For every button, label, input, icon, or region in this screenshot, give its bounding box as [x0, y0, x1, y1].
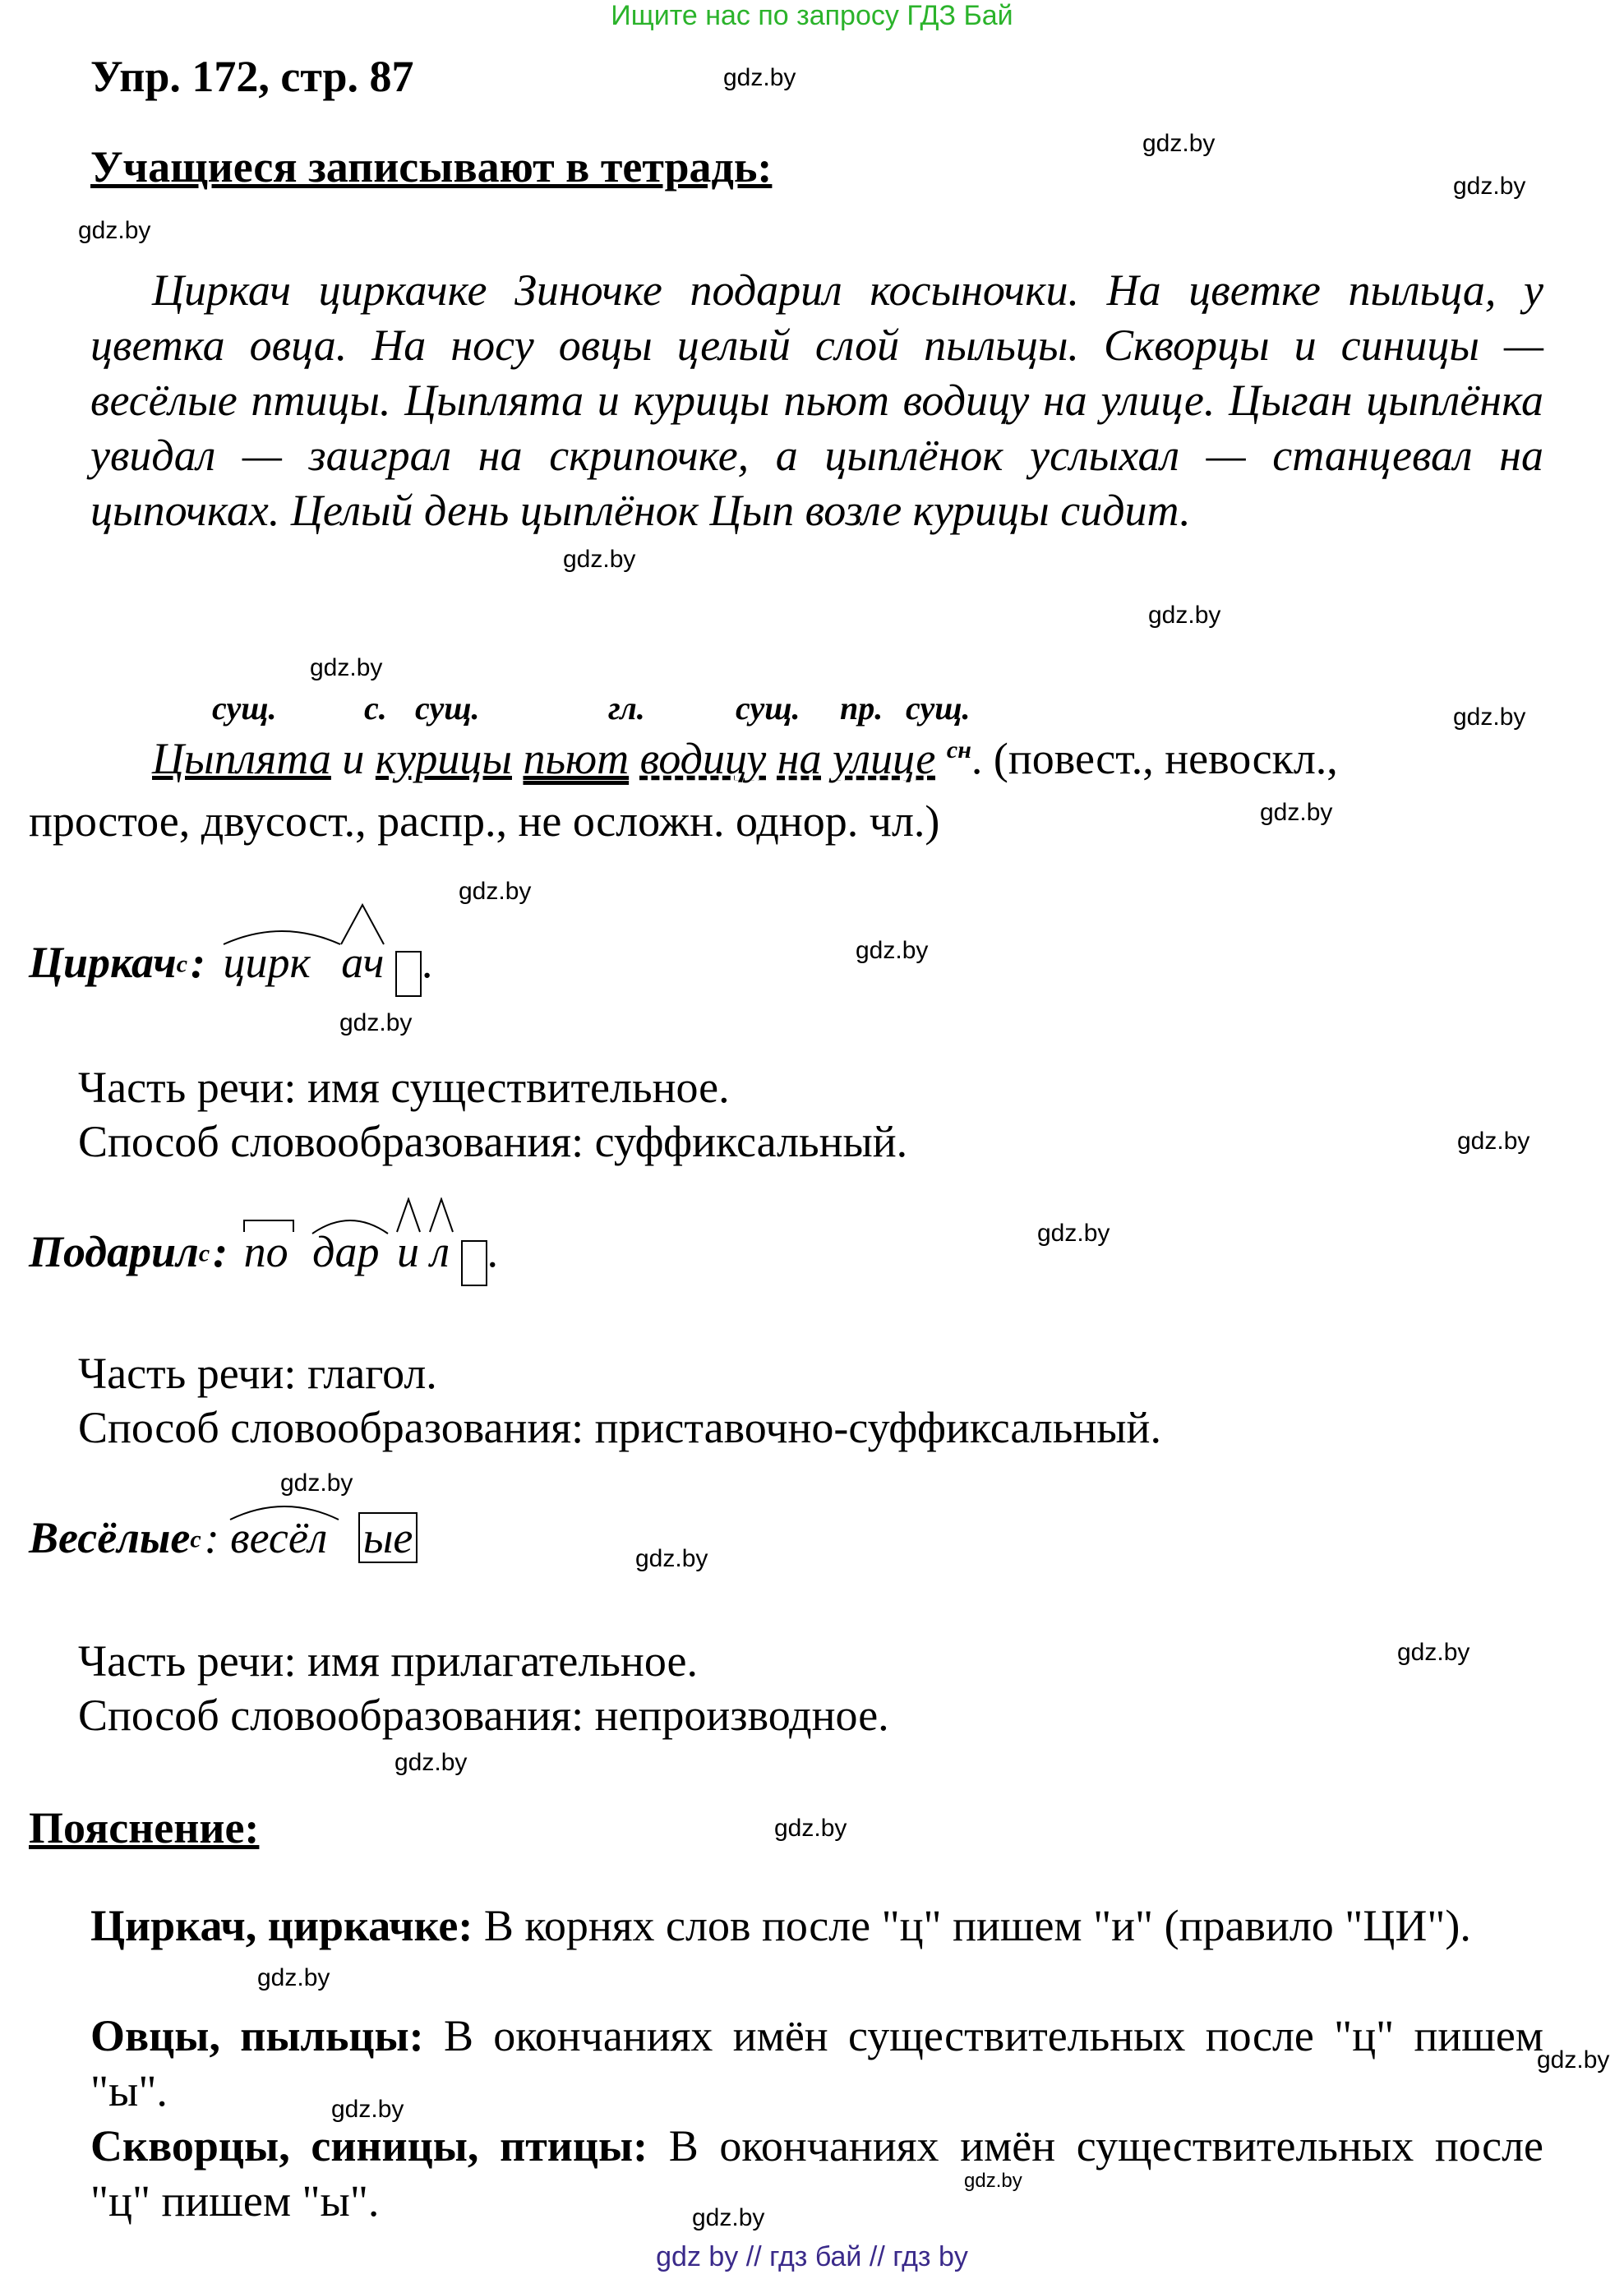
watermark: gdz.by [1537, 2046, 1610, 2074]
sentence-word: водицу [639, 734, 767, 783]
exercise-title: Упр. 172, стр. 87 [90, 52, 414, 101]
word-head: Подарил [29, 1227, 199, 1276]
sentence-word: улице [833, 734, 936, 783]
part-of-speech-line: Часть речи: имя прилагательное. [78, 1636, 698, 1686]
pos-label: сущ. [212, 690, 277, 727]
word-sup: с [190, 1525, 201, 1553]
watermark: gdz.by [563, 546, 636, 573]
watermark: gdz.by [339, 1009, 413, 1036]
part-of-speech-line: Часть речи: глагол. [78, 1349, 437, 1398]
ending-box: ые [358, 1512, 418, 1563]
watermark: gdz.by [331, 2096, 404, 2123]
watermark: gdz.by [635, 1545, 708, 1572]
sentence-word: Цыплята [152, 734, 331, 783]
watermark: gdz.by [774, 1815, 847, 1842]
watermark: gdz.by [257, 1964, 330, 1991]
root-arc-icon [227, 1498, 342, 1523]
root-arc-icon [220, 923, 344, 948]
section-subtitle: Учащиеся записывают в тетрадь: [90, 142, 773, 191]
suffix-part: ач [341, 938, 395, 987]
root-part: цирк [224, 938, 322, 987]
watermark: gdz.by [1453, 173, 1526, 200]
footer-links[interactable]: gdz by // гдз бай // гдз by [656, 2241, 968, 2272]
watermark: gdz.by [1453, 704, 1526, 731]
formation-method-line: Способ словообразования: непроизводное. [78, 1691, 889, 1740]
ending-box [395, 951, 422, 997]
watermark: gdz.by [692, 2204, 765, 2231]
word-analysis-2: Подарил$^с$ : по дар и л . [29, 1226, 498, 1286]
explanation-text: В окончаниях имён существительных после "ц" пишем "ы". [90, 2121, 1543, 2226]
parsed-sentence [152, 733, 1338, 784]
ending-box [461, 1240, 487, 1286]
explanation-item [90, 2119, 1543, 2229]
explanation-term: Овцы, пыльцы: [90, 2011, 424, 2060]
suffix-caret-icon [427, 1197, 456, 1234]
part-of-speech-line: Часть речи: имя существительное. [78, 1063, 730, 1112]
watermark: gdz.by [964, 2170, 1022, 2192]
suffix-part: л [430, 1227, 460, 1276]
pos-label: пр. [840, 690, 884, 727]
watermark: gdz.by [1457, 1128, 1530, 1155]
prefix-bracket-icon [241, 1217, 298, 1234]
word-sup: с [176, 950, 188, 978]
watermark: gdz.by [459, 878, 532, 905]
watermark: gdz.by [1397, 1639, 1470, 1666]
watermark: gdz.by [78, 217, 151, 244]
word-sup: с [198, 1239, 210, 1267]
sentence-word: курицы [375, 734, 512, 783]
sentence-word: и [342, 734, 365, 783]
top-banner[interactable]: Ищите нас по запросу ГДЗ Бай [611, 0, 1013, 31]
suffix-part: и [397, 1227, 431, 1276]
explanation-text: В окончаниях имён существительных после "ц" пишем "ы". [90, 2011, 1543, 2115]
sentence-characteristics: . (повест., невоскл., [971, 734, 1338, 783]
watermark: gdz.by [310, 654, 383, 681]
explanation-item [90, 2009, 1543, 2119]
explanation-term: Скворцы, синицы, птицы: [90, 2121, 648, 2171]
root-part: дар [312, 1227, 390, 1276]
pos-label: гл. [608, 690, 645, 727]
watermark: gdz.by [856, 937, 929, 964]
sentence-characteristics-cont: простое, двусост., распр., не осложн. однор. чл.) [29, 796, 940, 846]
prefix-part: по [244, 1227, 300, 1276]
watermark: gdz.by [1037, 1220, 1110, 1247]
formation-method-line: Способ словообразования: суффиксальный. [78, 1117, 908, 1166]
sentence-mark: сн [946, 736, 971, 764]
word-analysis-3: Весёлые$^с$ : весёл ые [29, 1512, 418, 1563]
watermark: gdz.by [723, 64, 796, 91]
pos-label: сущ. [415, 690, 480, 727]
pos-label: с. [364, 690, 387, 727]
watermark: gdz.by [394, 1749, 468, 1776]
pos-label: сущ. [906, 690, 971, 727]
explanation-text: В корнях слов после "ц" пишем "и" (правило "ЦИ"). [473, 1901, 1471, 1950]
explanation-item [90, 1898, 1543, 1954]
word-analysis-1: Циркач$^с$ : цирк ач . [29, 937, 432, 997]
dictation-text: Циркач циркачке Зиночке подарил косыночки. На цветке пыльца, у цветка овца. На носу овцы целый слой пыльцы. Скворцы и синицы — весёлые птицы. Цыплята и курицы пьют водицу на улице. Цыган цыплёнка увидал — заиграл на скрипочке, а цыплёнок услыхал — станцевал на цыпочках. Целый день цыплёнок Цып возле курицы сидит. [90, 265, 1543, 535]
watermark: gdz.by [1142, 130, 1216, 157]
word-head: Весёлые [29, 1513, 191, 1562]
sentence-word: на [777, 734, 822, 783]
suffix-caret-icon [394, 1197, 423, 1234]
watermark: gdz.by [280, 1469, 353, 1497]
root-arc-icon [309, 1212, 391, 1237]
sentence-word: пьют [523, 734, 630, 783]
watermark: gdz.by [1148, 602, 1221, 629]
root-part: весёл [230, 1513, 339, 1562]
pos-label: сущ. [736, 690, 800, 727]
explanation-heading: Пояснение: [29, 1803, 260, 1852]
word-head: Циркач [29, 938, 177, 987]
formation-method-line: Способ словообразования: приставочно-суффиксальный. [78, 1403, 1161, 1452]
watermark: gdz.by [1260, 799, 1333, 826]
suffix-caret-icon [338, 903, 387, 946]
explanation-term: Циркач, циркачке: [90, 1901, 473, 1950]
